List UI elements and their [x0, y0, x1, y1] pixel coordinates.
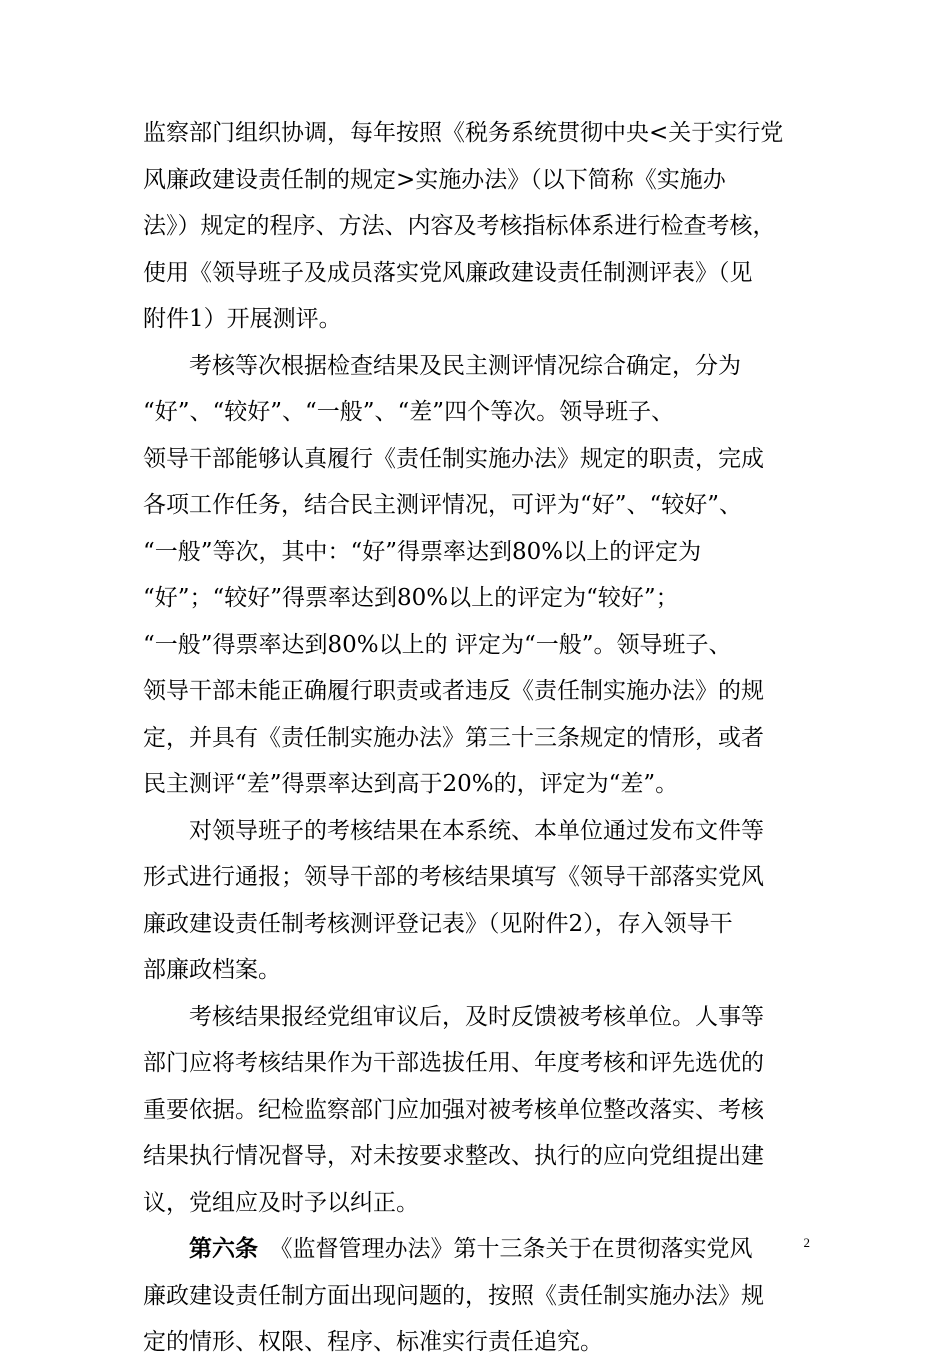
text-line: 考核结果报经党组审议后，及时反馈被考核单位。人事等: [143, 1003, 764, 1030]
page-number: 2: [803, 1235, 810, 1250]
text-line: 定的情形、权限、程序、标准实行责任追究。: [143, 1329, 603, 1355]
text-line: 风廉政建设责任制的规定>实施办法》（以下简称《实施办: [143, 166, 726, 193]
text-line: 部廉政档案。: [143, 957, 281, 983]
text-line: 对领导班子的考核结果在本系统、本单位通过发布文件等: [143, 817, 764, 844]
text-line: “好”、“较好”、“一般”、“差”四个等次。领导班子、: [143, 399, 675, 425]
article-heading: 第六条: [189, 1236, 258, 1262]
text-line: 考核等次根据检查结果及民主测评情况综合确定，分为: [143, 352, 741, 379]
document-body: [143, 110, 808, 1366]
text-line: 法》）规定的程序、方法、内容及考核指标体系进行检查考核，: [143, 213, 776, 239]
article-first-line: [143, 1226, 808, 1273]
text-line: 附件1）开展测评。: [143, 306, 342, 332]
text-line: 民主测评“差”得票率达到高于20%的，评定为“差”。: [143, 771, 679, 797]
text-line: 廉政建设责任制考核测评登记表》（见附件2），存入领导干: [143, 910, 733, 937]
text-line: 监察部门组织协调，每年按照《税务系统贯彻中央<关于实行党: [143, 120, 784, 146]
text-line: “一般”得票率达到80%以上的 评定为“一般”。领导班子、: [143, 631, 732, 658]
text-line: 各项工作任务，结合民主测评情况，可评为“好”、“较好”、: [143, 492, 743, 518]
text-line: 定，并具有《责任制实施办法》第三十三条规定的情形，或者: [143, 724, 764, 751]
text-line: 重要依据。纪检监察部门应加强对被考核单位整改落实、考核: [143, 1096, 764, 1123]
text-line: 部门应将考核结果作为干部选拔任用、年度考核和评先选优的: [143, 1050, 764, 1076]
text-line: “好”；“较好”得票率达到80%以上的评定为“较好”；: [143, 585, 679, 611]
text-line: 领导干部未能正确履行职责或者违反《责任制实施办法》的规: [143, 678, 764, 704]
text-line: 廉政建设责任制方面出现问题的，按照《责任制实施办法》规: [143, 1282, 764, 1309]
text-line: 形式进行通报；领导干部的考核结果填写《领导干部落实党风: [143, 864, 764, 890]
text-line: 结果执行情况督导，对未按要求整改、执行的应向党组提出建: [143, 1143, 764, 1169]
text-line: 领导干部能够认真履行《责任制实施办法》规定的职责，完成: [143, 445, 764, 472]
article-first-line-text: 《监督管理办法》第十三条关于在贯彻落实党风: [258, 1236, 753, 1262]
text-line: 使用《领导班子及成员落实党风廉政建设责任制测评表》（见: [143, 259, 753, 286]
text-line: 议，党组应及时予以纠正。: [143, 1189, 419, 1216]
text-line: “一般”等次，其中：“好”得票率达到80%以上的评定为: [143, 538, 702, 565]
